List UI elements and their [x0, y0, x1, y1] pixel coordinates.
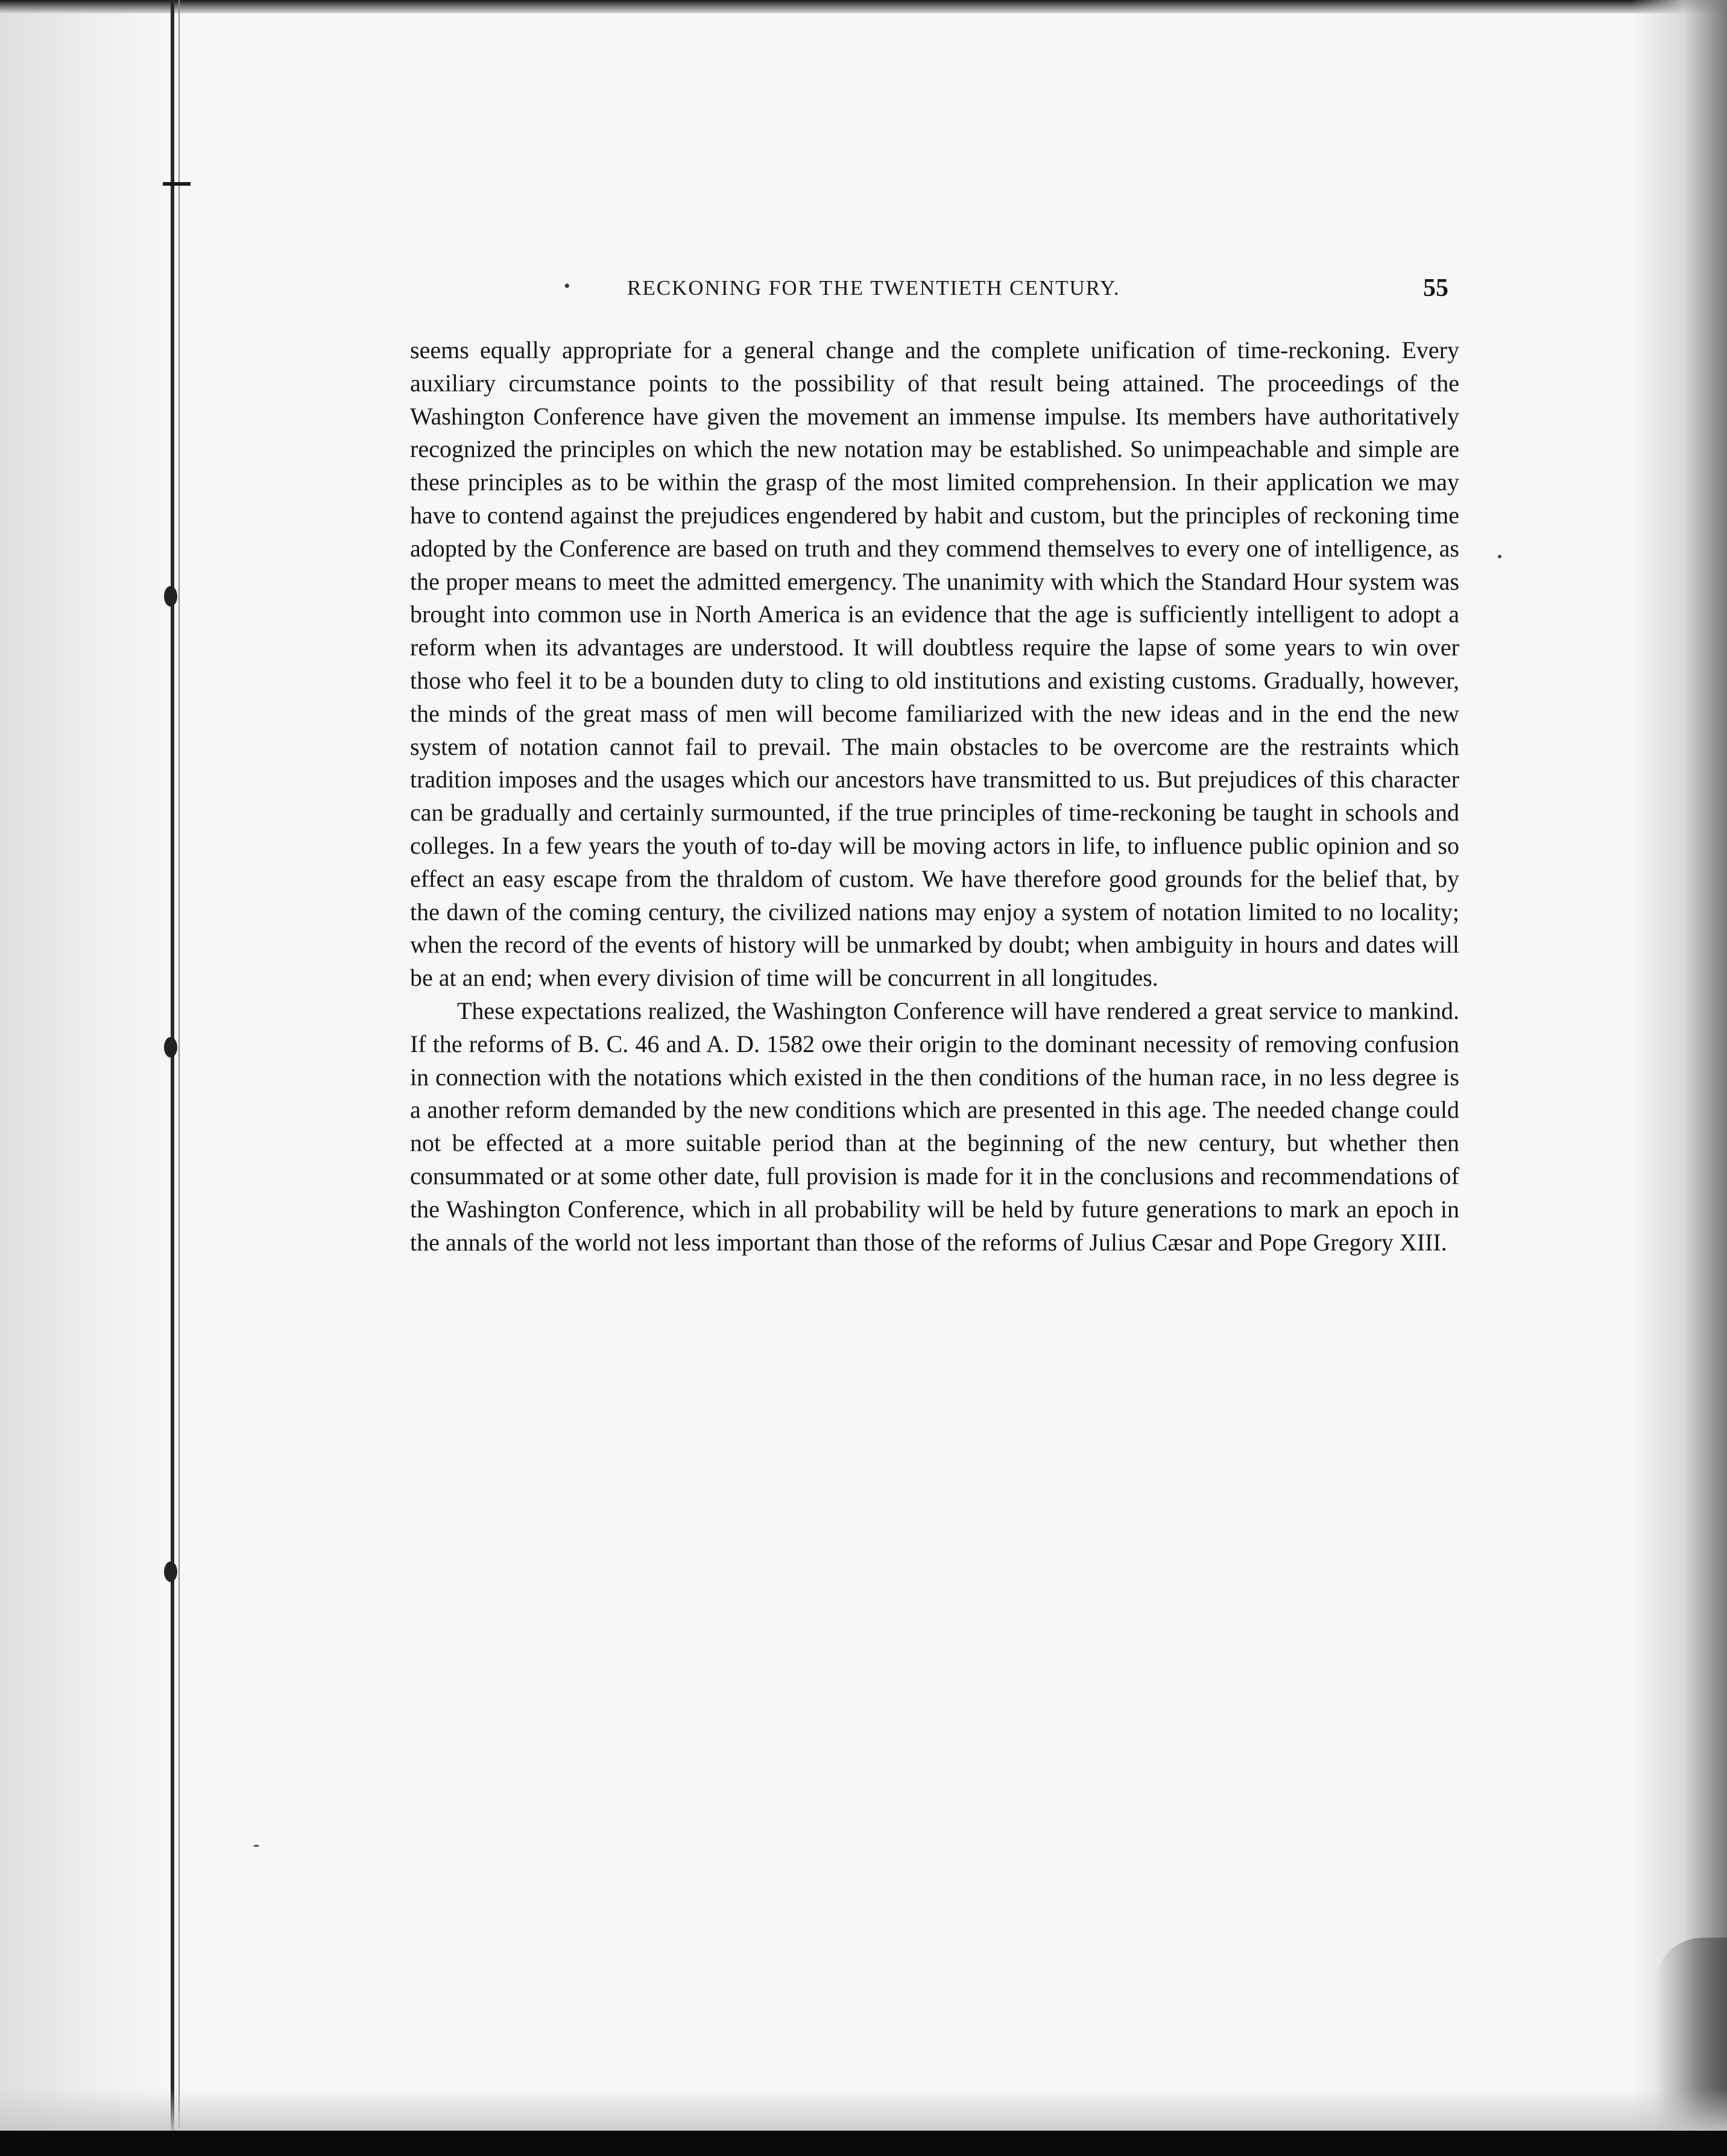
- binding-edge-inner: [178, 0, 180, 2131]
- binding-mark: [163, 182, 191, 186]
- binding-mark: [164, 1037, 177, 1058]
- running-head-title: RECKONING FOR THE TWENTIETH CENTURY.: [627, 276, 1120, 300]
- right-page-shadow: [1631, 0, 1727, 2156]
- top-scan-edge: [0, 0, 1727, 13]
- scan-speck: [253, 1845, 259, 1847]
- paragraph: These expectations realized, the Washington Conference will have rendered a great service to mankind. If the reforms of B. C. 46 and A. D. 1582 owe their origin to the dominant necessity of removing confusion in connection with the notations which existed in the then conditions of the human race, in no less degree is a another reform demanded by the new conditions which are presented in this age. The needed change could not be effected at a more suitable period than at the beginning of the new century, but whether then consummated or at some other date, full provision is made for it in the conclusions and recommendations of the Washington Conference, which in all probability will be held by future generations to mark an epoch in the annals of the world not less important than those of the reforms of Julius Cæsar and Pope Gregory XIII.: [410, 997, 1459, 1256]
- binding-mark: [164, 1562, 177, 1582]
- binding-edge: [171, 0, 174, 2131]
- scan-speck: [1498, 555, 1501, 558]
- running-head: [410, 276, 1465, 312]
- page-number: 55: [1423, 274, 1448, 302]
- body-text: [410, 334, 1459, 1259]
- left-margin: [0, 0, 175, 2156]
- head-mark: •: [564, 276, 570, 296]
- bottom-shadow: [0, 2088, 1727, 2131]
- bottom-scan-edge: [0, 2131, 1727, 2156]
- binding-mark: [164, 586, 177, 607]
- paragraph: seems equally appropriate for a general change and the complete unification of time-reckoning. Every auxiliary circumstance points to the possibility of that result being attained. The proceedings of the Washington Conference have given the movement an immense impulse. Its members have authoritatively recognized the principles on which the new notation may be established. So unimpeachable and simple are these principles as to be within the grasp of the most limited comprehension. In their application we may have to contend against the prejudices engendered by habit and custom, but the principles of reckoning time adopted by the Conference are based on truth and they commend themselves to every one of intelligence, as the proper means to meet the admitted emergency. The unanimity with which the Standard Hour system was brought into common use in North America is an evidence that the age is sufficiently intelligent to adopt a reform when its advantages are understood. It will doubtless require the lapse of some years to win over those who feel it to be a bounden duty to cling to old institutions and existing customs. Gradually, however, the minds of the great mass of men will become familiarized with the new ideas and in the end the new system of notation cannot fail to prevail. The main obstacles to be overcome are the restraints which tradition imposes and the usages which our ancestors have transmitted to us. But prejudices of this character can be gradually and certainly surmounted, if the true principles of time-reckoning be taught in schools and colleges. In a few years the youth of to-day will be moving actors in life, to influence public opinion and so effect an easy escape from the thraldom of custom. We have therefore good grounds for the belief that, by the dawn of the coming century, the civilized nations may enjoy a system of notation limited to no locality; when the record of the events of history will be unmarked by doubt; when ambiguity in hours and dates will be at an end; when every division of time will be concurrent in all longitudes.: [410, 336, 1459, 992]
